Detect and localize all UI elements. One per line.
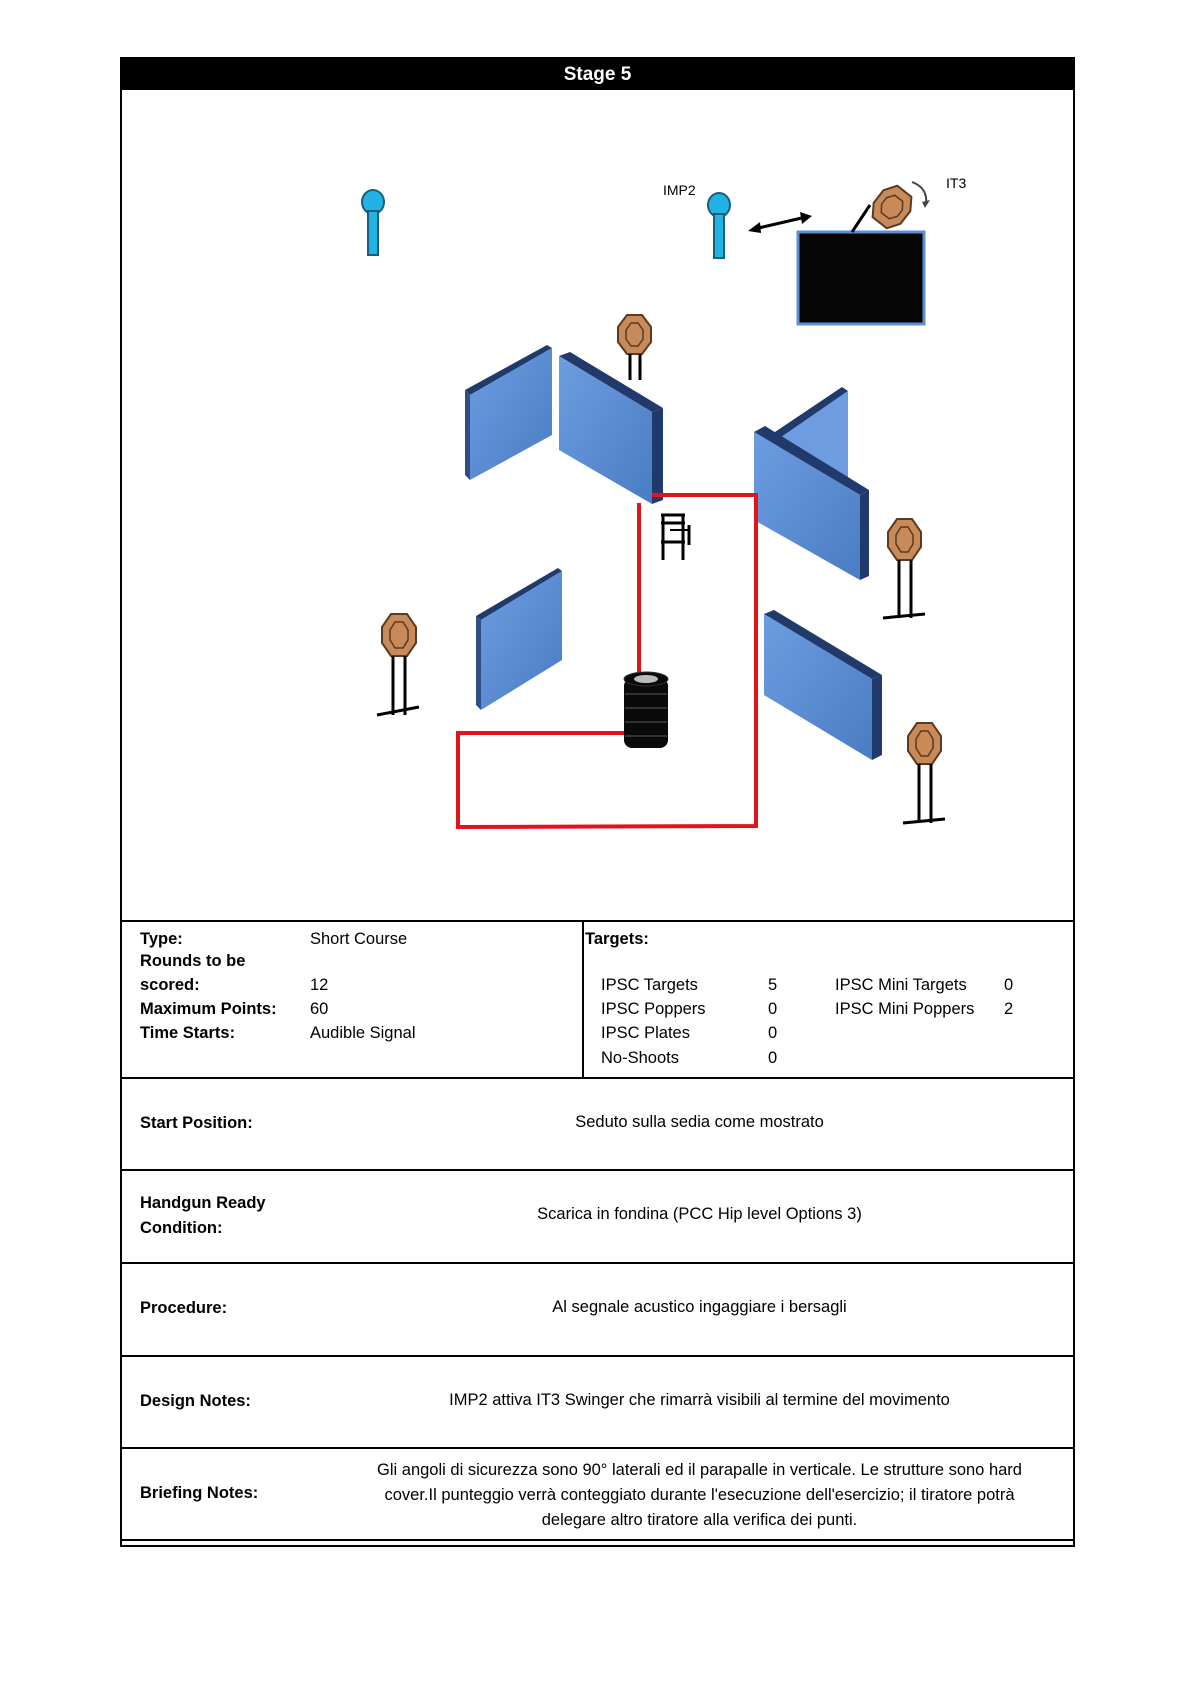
- wall-top-center: [559, 352, 663, 504]
- divider-ready-condition: [122, 1169, 1073, 1171]
- targets-heading: Targets:: [585, 930, 649, 948]
- wall-bottom-right: [764, 610, 882, 760]
- ready-condition-label-line1: Handgun Ready: [140, 1194, 266, 1212]
- ready-condition-label-line2: Condition:: [140, 1219, 223, 1237]
- imp2-label: IMP2: [663, 182, 696, 198]
- start-position-value: Seduto sulla sedia come mostrato: [575, 1113, 824, 1131]
- activation-arrow-icon: [748, 212, 812, 233]
- time-starts-value: Audible Signal: [310, 1024, 416, 1042]
- target-top-center: [618, 315, 651, 380]
- imp2-popper: [708, 193, 730, 258]
- wall-top-left: [465, 345, 552, 480]
- chair-icon: [661, 515, 689, 560]
- target-right-middle: [883, 519, 925, 618]
- tire-stack-icon: [624, 672, 668, 748]
- time-starts-label: Time Starts:: [140, 1024, 236, 1042]
- briefing-notes-label: Briefing Notes:: [140, 1484, 259, 1502]
- target-count-ipsc-plates: 0: [768, 1024, 778, 1042]
- target-right-bottom: [903, 723, 945, 823]
- design-notes-value: IMP2 attiva IT3 Swinger che rimarrà visibili al termine del movimento: [449, 1391, 950, 1409]
- target-name-ipsc-mini-targets: IPSC Mini Targets: [835, 976, 967, 994]
- rounds-label-line2: scored:: [140, 976, 200, 994]
- briefing-notes-line3: delegare altro tiratore alla verifica dei punti.: [541, 1511, 858, 1529]
- max-points-value: 60: [310, 1000, 329, 1018]
- procedure-value: Al segnale acustico ingaggiare i bersagli: [552, 1298, 847, 1316]
- mini-popper-left: [362, 190, 384, 255]
- target-name-ipsc-targets: IPSC Targets: [601, 976, 698, 994]
- target-left: [377, 614, 419, 715]
- divider-briefing-notes: [122, 1447, 1073, 1449]
- max-points-label: Maximum Points:: [140, 1000, 277, 1018]
- stage-sheet: [120, 57, 1075, 1547]
- target-count-ipsc-mini-poppers: 2: [1004, 1000, 1014, 1018]
- target-count-no-shoots: 0: [768, 1049, 778, 1067]
- divider-start-position: [122, 1077, 1073, 1079]
- stage-diagram: [122, 90, 1073, 920]
- target-count-ipsc-mini-targets: 0: [1004, 976, 1014, 994]
- rounds-value: 12: [310, 976, 329, 994]
- target-name-no-shoots: No-Shoots: [601, 1049, 679, 1067]
- divider-bottom: [122, 1539, 1073, 1541]
- it3-swinger: [798, 181, 930, 324]
- target-count-ipsc-targets: 5: [768, 976, 778, 994]
- wall-top-right: [754, 387, 869, 580]
- divider-info-top: [122, 920, 1073, 922]
- briefing-notes-line1: Gli angoli di sicurezza sono 90° laterali ed il parapalle in verticale. Le strutture sono hard: [377, 1461, 1022, 1479]
- rounds-label-line1: Rounds to be: [140, 952, 246, 970]
- ready-condition-value: Scarica in fondina (PCC Hip level Options 3): [537, 1205, 862, 1223]
- start-position-label: Start Position:: [140, 1114, 253, 1132]
- type-value: Short Course: [310, 930, 408, 948]
- wall-bottom-left: [476, 568, 562, 710]
- divider-design-notes: [122, 1355, 1073, 1357]
- type-label: Type:: [140, 930, 183, 948]
- design-notes-label: Design Notes:: [140, 1392, 251, 1410]
- target-name-ipsc-mini-poppers: IPSC Mini Poppers: [835, 1000, 975, 1018]
- divider-procedure: [122, 1262, 1073, 1264]
- stage-title: Stage 5: [122, 59, 1073, 90]
- it3-label: IT3: [946, 175, 967, 191]
- briefing-notes-line2: cover.Il punteggio verrà conteggiato durante l'esecuzione dell'esercizio; il tiratore potrà: [384, 1486, 1015, 1504]
- target-name-ipsc-poppers: IPSC Poppers: [601, 1000, 706, 1018]
- procedure-label: Procedure:: [140, 1299, 228, 1317]
- divider-info-vertical: [582, 921, 584, 1078]
- target-name-ipsc-plates: IPSC Plates: [601, 1024, 690, 1042]
- target-count-ipsc-poppers: 0: [768, 1000, 778, 1018]
